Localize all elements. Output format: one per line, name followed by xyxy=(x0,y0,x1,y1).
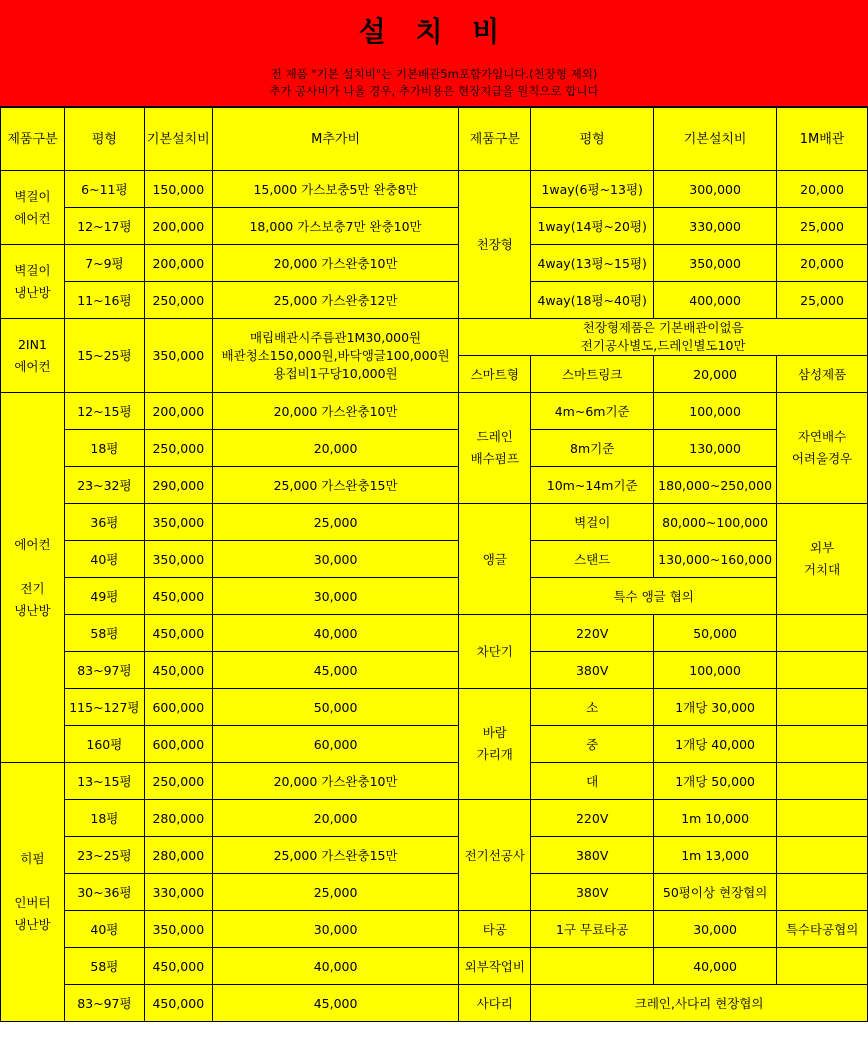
base-fee-cell: 450,000 xyxy=(144,578,212,615)
drilling-note-cell: 특수타공협의 xyxy=(777,911,868,948)
ceiling-pipe-cell: 25,000 xyxy=(777,282,868,319)
per-meter-cell: 25,000 가스완충15만 xyxy=(212,837,459,874)
windshield-size-cell: 중 xyxy=(531,726,654,763)
windshield-fee-cell: 1개당 40,000 xyxy=(654,726,777,763)
table-row xyxy=(1,985,868,1022)
drain-length-cell: 8m기준 xyxy=(531,430,654,467)
windshield-fee-cell: 1개당 30,000 xyxy=(654,689,777,726)
drilling-item-cell: 1구 무료타공 xyxy=(531,911,654,948)
size-cell: 6~11평 xyxy=(64,171,144,208)
table-row xyxy=(1,837,868,874)
ceiling-model-cell: 1way(14평~20평) xyxy=(531,208,654,245)
per-meter-cell: 60,000 xyxy=(212,726,459,763)
base-fee-cell: 200,000 xyxy=(144,393,212,430)
category-2in1: 2IN1 에어컨 xyxy=(1,319,65,393)
size-cell: 11~16평 xyxy=(64,282,144,319)
category-drilling: 타공 xyxy=(459,911,531,948)
ceiling-pipe-cell: 25,000 xyxy=(777,208,868,245)
col-header-base-fee: 기본설치비 xyxy=(144,108,212,171)
base-fee-cell: 450,000 xyxy=(144,985,212,1022)
category-outdoor-work: 외부작업비 xyxy=(459,948,531,985)
ceiling-pipe-cell: 20,000 xyxy=(777,245,868,282)
col-header-size-right: 평형 xyxy=(531,108,654,171)
empty-cell xyxy=(777,837,868,874)
size-cell: 18평 xyxy=(64,430,144,467)
category-smart: 스마트형 xyxy=(459,356,531,393)
category-electric-wiring: 전기선공사 xyxy=(459,800,531,911)
ceiling-model-cell: 4way(18평~40평) xyxy=(531,282,654,319)
size-cell: 58평 xyxy=(64,615,144,652)
category-wall-ac: 벽걸이 에어컨 xyxy=(1,171,65,245)
ceiling-fee-cell: 350,000 xyxy=(654,245,777,282)
col-header-1m-pipe: 1M배관 xyxy=(777,108,868,171)
per-meter-cell: 20,000 xyxy=(212,800,459,837)
base-fee-cell: 350,000 xyxy=(144,319,212,393)
table-row xyxy=(1,578,868,615)
base-fee-cell: 150,000 xyxy=(144,171,212,208)
per-meter-cell: 18,000 가스보충7만 완충10만 xyxy=(212,208,459,245)
electric-fee-cell: 50평이상 현장협의 xyxy=(654,874,777,911)
size-cell: 13~15평 xyxy=(64,763,144,800)
category-drain-pump: 드레인 배수펌프 xyxy=(459,393,531,504)
per-meter-cell: 20,000 가스완충10만 xyxy=(212,393,459,430)
base-fee-cell: 450,000 xyxy=(144,948,212,985)
base-fee-cell: 350,000 xyxy=(144,504,212,541)
size-cell: 23~25평 xyxy=(64,837,144,874)
angle-type-cell: 벽걸이 xyxy=(531,504,654,541)
electric-voltage-cell: 380V xyxy=(531,837,654,874)
per-meter-cell: 25,000 xyxy=(212,504,459,541)
smart-fee-cell: 20,000 xyxy=(654,356,777,393)
table-row xyxy=(1,319,868,356)
table-row xyxy=(1,615,868,652)
breaker-voltage-cell: 220V xyxy=(531,615,654,652)
base-fee-cell: 280,000 xyxy=(144,837,212,874)
col-header-size: 평형 xyxy=(64,108,144,171)
table-header-row xyxy=(1,108,868,171)
per-meter-cell: 20,000 가스완충10만 xyxy=(212,763,459,800)
ceiling-fee-cell: 330,000 xyxy=(654,208,777,245)
table-row xyxy=(1,504,868,541)
size-cell: 40평 xyxy=(64,541,144,578)
category-heatpump: 히펌 인버터 냉난방 xyxy=(1,763,65,1022)
angle-fee-cell: 80,000~100,000 xyxy=(654,504,777,541)
base-fee-cell: 350,000 xyxy=(144,911,212,948)
page-title: 설 치 비 xyxy=(358,15,510,48)
base-fee-cell: 290,000 xyxy=(144,467,212,504)
electric-voltage-cell: 380V xyxy=(531,874,654,911)
size-cell: 58평 xyxy=(64,948,144,985)
ladder-note-cell: 크레인,사다리 현장협의 xyxy=(531,985,868,1022)
base-fee-cell: 250,000 xyxy=(144,430,212,467)
base-fee-cell: 200,000 xyxy=(144,245,212,282)
empty-cell xyxy=(531,948,654,985)
size-cell: 30~36평 xyxy=(64,874,144,911)
base-fee-cell: 250,000 xyxy=(144,763,212,800)
table-row xyxy=(1,245,868,282)
size-cell: 36평 xyxy=(64,504,144,541)
angle-note-cell: 외부 거치대 xyxy=(777,504,868,615)
windshield-size-cell: 대 xyxy=(531,763,654,800)
drain-length-cell: 4m~6m기준 xyxy=(531,393,654,430)
col-header-category-right: 제품구분 xyxy=(459,108,531,171)
per-meter-cell: 20,000 xyxy=(212,430,459,467)
smart-item-cell: 스마트링크 xyxy=(531,356,654,393)
size-cell: 49평 xyxy=(64,578,144,615)
table-row xyxy=(1,430,868,467)
per-meter-cell: 40,000 xyxy=(212,948,459,985)
angle-type-cell: 스탠드 xyxy=(531,541,654,578)
per-meter-cell: 30,000 xyxy=(212,911,459,948)
table-row xyxy=(1,763,868,800)
drilling-fee-cell: 30,000 xyxy=(654,911,777,948)
electric-voltage-cell: 220V xyxy=(531,800,654,837)
per-meter-cell: 25,000 가스완충15만 xyxy=(212,467,459,504)
angle-special-cell: 특수 앵글 협의 xyxy=(531,578,777,615)
category-stand-ac: 에어컨 전기 냉난방 xyxy=(1,393,65,763)
ceiling-model-cell: 1way(6평~13평) xyxy=(531,171,654,208)
category-ceiling: 천장형 xyxy=(459,171,531,319)
empty-cell xyxy=(777,726,868,763)
ceiling-pipe-cell: 20,000 xyxy=(777,171,868,208)
empty-cell xyxy=(777,652,868,689)
category-ladder: 사다리 xyxy=(459,985,531,1022)
drain-fee-cell: 100,000 xyxy=(654,393,777,430)
size-cell: 7~9평 xyxy=(64,245,144,282)
table-row xyxy=(1,393,868,430)
per-meter-cell: 40,000 xyxy=(212,615,459,652)
category-breaker: 차단기 xyxy=(459,615,531,689)
empty-cell xyxy=(777,689,868,726)
table-row xyxy=(1,726,868,763)
table-row xyxy=(1,467,868,504)
breaker-fee-cell: 50,000 xyxy=(654,615,777,652)
table-row xyxy=(1,208,868,245)
base-fee-cell: 200,000 xyxy=(144,208,212,245)
per-meter-cell: 45,000 xyxy=(212,652,459,689)
header-banner xyxy=(0,0,868,107)
windshield-fee-cell: 1개당 50,000 xyxy=(654,763,777,800)
per-meter-cell: 50,000 xyxy=(212,689,459,726)
electric-fee-cell: 1m 10,000 xyxy=(654,800,777,837)
base-fee-cell: 450,000 xyxy=(144,615,212,652)
size-cell: 23~32평 xyxy=(64,467,144,504)
base-fee-cell: 600,000 xyxy=(144,726,212,763)
table-row xyxy=(1,541,868,578)
ceiling-fee-cell: 400,000 xyxy=(654,282,777,319)
size-cell: 12~17평 xyxy=(64,208,144,245)
category-wall-heatpump: 벽걸이 냉난방 xyxy=(1,245,65,319)
empty-cell xyxy=(777,615,868,652)
per-meter-note-cell: 매립배관시주름관1M30,000원 배관청소150,000원,바닥앵글100,000원 용접비1구당10,000원 xyxy=(212,319,459,393)
per-meter-cell: 20,000 가스완충10만 xyxy=(212,245,459,282)
category-angle: 앵글 xyxy=(459,504,531,615)
size-cell: 115~127평 xyxy=(64,689,144,726)
windshield-size-cell: 소 xyxy=(531,689,654,726)
category-windshield: 바람 가리개 xyxy=(459,689,531,800)
electric-fee-cell: 1m 13,000 xyxy=(654,837,777,874)
empty-cell xyxy=(777,874,868,911)
base-fee-cell: 600,000 xyxy=(144,689,212,726)
drain-note-cell: 자연배수 어려울경우 xyxy=(777,393,868,504)
angle-fee-cell: 130,000~160,000 xyxy=(654,541,777,578)
base-fee-cell: 250,000 xyxy=(144,282,212,319)
table-row xyxy=(1,911,868,948)
header-note-extra-cost: 추가 공사비가 나올 경우, 추가비용은 현장지급을 원칙으로 합니다 xyxy=(269,84,599,98)
table-row xyxy=(1,652,868,689)
per-meter-cell: 30,000 xyxy=(212,578,459,615)
header-note-basic-piping: 전 제품 "기본 설치비"는 기본배관5m포함가입니다.(천장형 제외) xyxy=(270,67,598,81)
col-header-per-meter: M추가비 xyxy=(212,108,459,171)
table-row xyxy=(1,282,868,319)
empty-cell xyxy=(777,763,868,800)
base-fee-cell: 330,000 xyxy=(144,874,212,911)
drain-fee-cell: 130,000 xyxy=(654,430,777,467)
ceiling-note: 천장형제품은 기본배관이없음 전기공사별도,드레인별도10만 xyxy=(459,319,868,356)
base-fee-cell: 450,000 xyxy=(144,652,212,689)
per-meter-cell: 30,000 xyxy=(212,541,459,578)
size-cell: 15~25평 xyxy=(64,319,144,393)
empty-cell xyxy=(777,948,868,985)
installation-price-table xyxy=(0,107,868,1022)
empty-cell xyxy=(777,800,868,837)
size-cell: 83~97평 xyxy=(64,985,144,1022)
ceiling-fee-cell: 300,000 xyxy=(654,171,777,208)
size-cell: 160평 xyxy=(64,726,144,763)
size-cell: 40평 xyxy=(64,911,144,948)
breaker-voltage-cell: 380V xyxy=(531,652,654,689)
per-meter-cell: 45,000 xyxy=(212,985,459,1022)
per-meter-cell: 25,000 가스완충12만 xyxy=(212,282,459,319)
table-row xyxy=(1,171,868,208)
smart-note-cell: 삼성제품 xyxy=(777,356,868,393)
per-meter-cell: 25,000 xyxy=(212,874,459,911)
table-row xyxy=(1,948,868,985)
ceiling-model-cell: 4way(13평~15평) xyxy=(531,245,654,282)
col-header-category: 제품구분 xyxy=(1,108,65,171)
size-cell: 83~97평 xyxy=(64,652,144,689)
drain-length-cell: 10m~14m기준 xyxy=(531,467,654,504)
base-fee-cell: 350,000 xyxy=(144,541,212,578)
outdoor-fee-cell: 40,000 xyxy=(654,948,777,985)
col-header-base-fee-right: 기본설치비 xyxy=(654,108,777,171)
size-cell: 12~15평 xyxy=(64,393,144,430)
base-fee-cell: 280,000 xyxy=(144,800,212,837)
table-row xyxy=(1,689,868,726)
drain-fee-cell: 180,000~250,000 xyxy=(654,467,777,504)
per-meter-cell: 15,000 가스보충5만 완충8만 xyxy=(212,171,459,208)
table-row xyxy=(1,874,868,911)
table-row xyxy=(1,800,868,837)
breaker-fee-cell: 100,000 xyxy=(654,652,777,689)
size-cell: 18평 xyxy=(64,800,144,837)
